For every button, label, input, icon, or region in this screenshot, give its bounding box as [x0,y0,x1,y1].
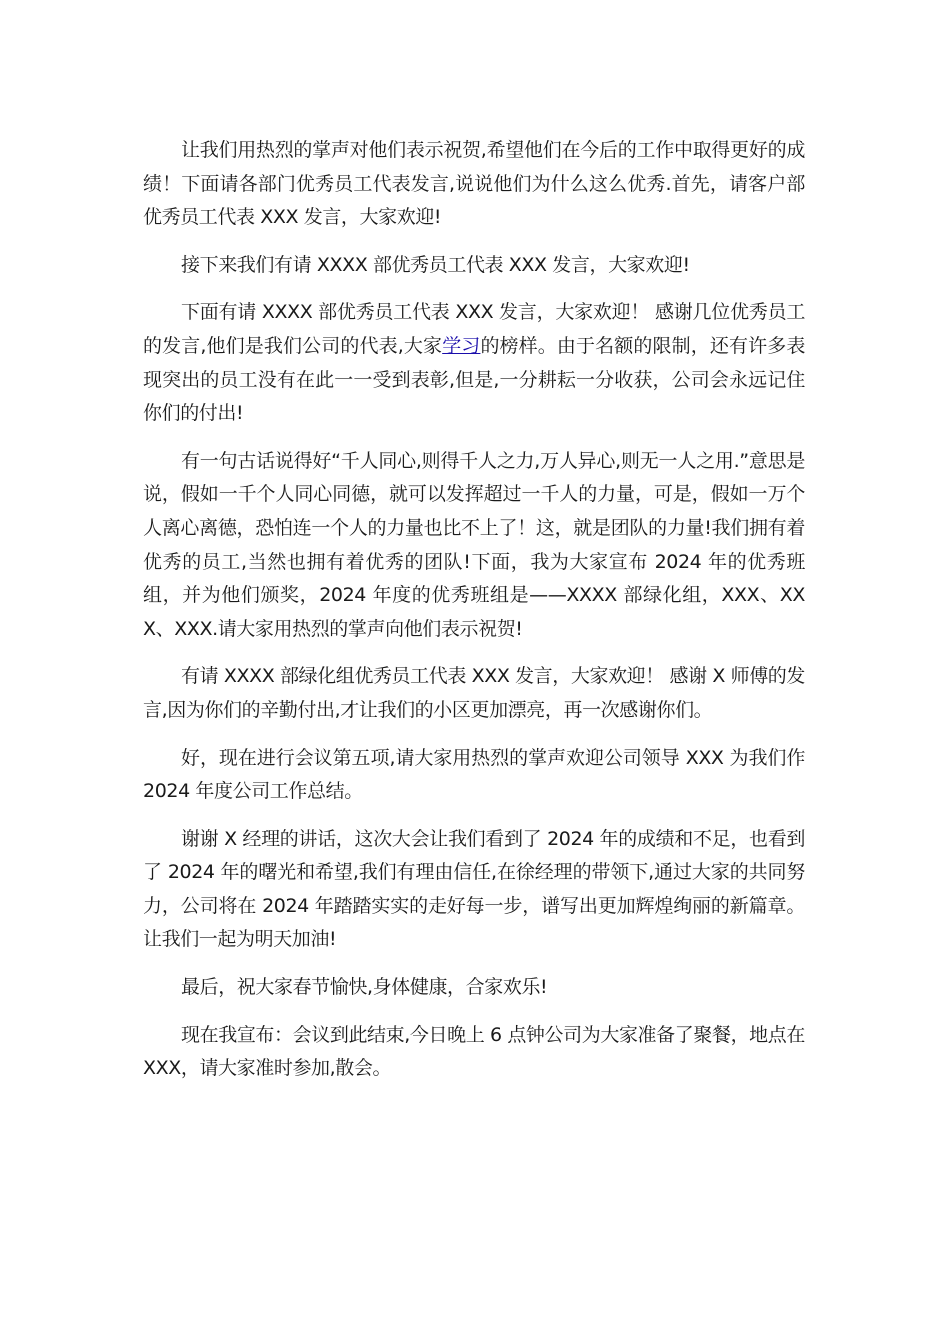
paragraph-3-text-before: 下面有请 XXXX 部优秀员工代表 XXX 发言，大家欢迎！ 感谢几位优秀员工的发言,他们是我们公司的代表,大家 [143,301,805,357]
paragraph-2: 接下来我们有请 XXXX 部优秀员工代表 XXX 发言，大家欢迎! [181,253,690,276]
paragraph-8: 最后，祝大家春节愉快,身体健康，合家欢乐! [181,976,548,999]
paragraph-9: 现在我宣布：会议到此结束,今日晚上 6 点钟公司为大家准备了聚餐，地点在 XXX，请大家准时参加,散会。 [143,1023,805,1080]
paragraph-3 [143,296,805,430]
paragraph-7: 谢谢 X 经理的讲话，这次大会让我们看到了 2024 年的成绩和不足，也看到了 2024 年的曙光和希望,我们有理由信任,在徐经理的带领下,通过大家的共同努力，公司将在 2024 年踏踏实实的走好每一步，谱写出更加辉煌绚丽的新篇章。让我们一起为明天加油! [143,827,805,951]
paragraph-1: 让我们用热烈的掌声对他们表示祝贺,希望他们在今后的工作中取得更好的成绩！下面请各部门优秀员工代表发言,说说他们为什么这么优秀.首先，请客户部优秀员工代表 XXX 发言，大家欢迎! [143,139,805,229]
paragraph-6: 好，现在进行会议第五项,请大家用热烈的掌声欢迎公司领导 XXX 为我们作 2024 年度公司工作总结。 [143,746,805,803]
paragraph-3-text-after: 的榜样。由于名额的限制，还有许多表现突出的员工没有在此一一受到表彰,但是,一分耕耘一分收获，公司会永远记住你们的付出! [143,334,806,425]
paragraph-4: 有一句古话说得好“千人同心,则得千人之力,万人异心,则无一人之用.”意思是说，假如一千个人同心同德，就可以发挥超过一千人的力量，可是，假如一万个人离心离德，恐怕连一个人的力量也比不上了！这，就是团队的力量!我们拥有着优秀的员工,当然也拥有着优秀的团队!下面，我为大家宣布 2024 年的优秀班组，并为他们颁奖，2024 年度的优秀班组是——XXXX 部绿化组，XXX、XXX、XXX.请大家用热烈的掌声向他们表示祝贺! [143,449,805,640]
study-link[interactable]: 学习 [442,334,481,357]
document-body [143,134,805,1100]
paragraph-5: 有请 XXXX 部绿化组优秀员工代表 XXX 发言，大家欢迎！ 感谢 X 师傅的发言,因为你们的辛勤付出,才让我们的小区更加漂亮，再一次感谢你们。 [143,665,806,721]
